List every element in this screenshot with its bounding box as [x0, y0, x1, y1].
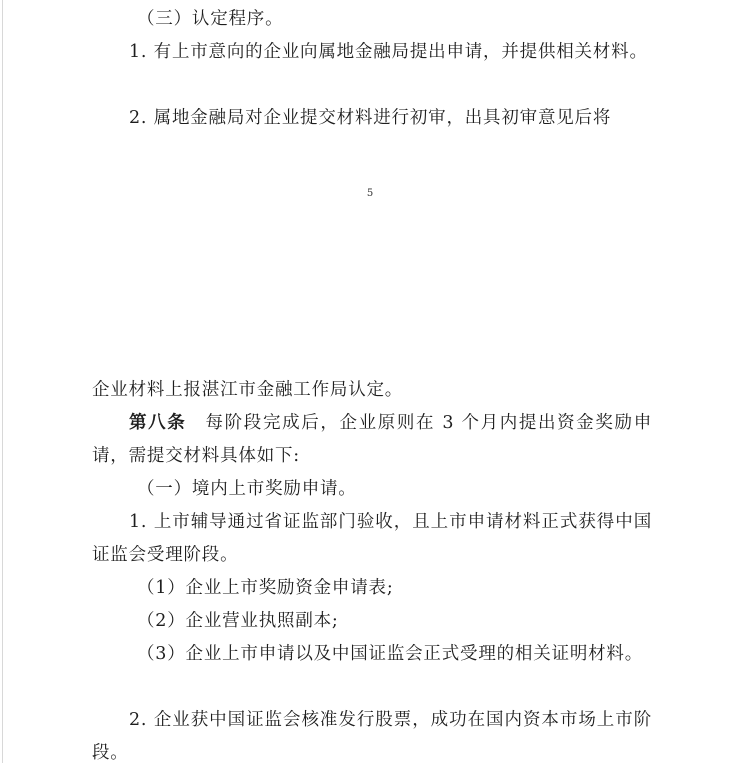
procedure-item-2-continuation: 企业材料上报湛江市金融工作局认定。 [92, 380, 404, 400]
domestic-listing-item-2: 2. 企业获中国证监会核准发行股票，成功在国内资本市场上市阶段。 [92, 710, 652, 763]
section-heading-certification-procedure: （三）认定程序。 [137, 9, 284, 29]
domestic-listing-item-1: 1. 上市辅导通过省证监部门验收，且上市申请材料正式获得中国证监会受理阶段。 [92, 512, 652, 565]
material-item-1: （1）企业上市奖励资金申请表; [137, 578, 394, 598]
page-number: 5 [366, 188, 374, 199]
procedure-item-2-start: 2. 属地金融局对企业提交材料进行初审，出具初审意见后将 [129, 108, 612, 128]
page-edge [2, 0, 3, 763]
article-8-paragraph [92, 407, 652, 473]
article-8-label: 第八条 [129, 413, 187, 433]
subheading-domestic-listing-reward: （一）境内上市奖励申请。 [137, 479, 357, 499]
material-item-3: （3）企业上市申请以及中国证监会正式受理的相关证明材料。 [137, 644, 644, 664]
article-8-text: 每阶段完成后，企业原则在 3 个月内提出资金奖励申请，需提交材料具体如下: [92, 413, 652, 466]
procedure-item-1: 1. 有上市意向的企业向属地金融局提出申请，并提供相关材料。 [129, 42, 648, 62]
material-item-2: （2）企业营业执照副本; [137, 611, 339, 631]
